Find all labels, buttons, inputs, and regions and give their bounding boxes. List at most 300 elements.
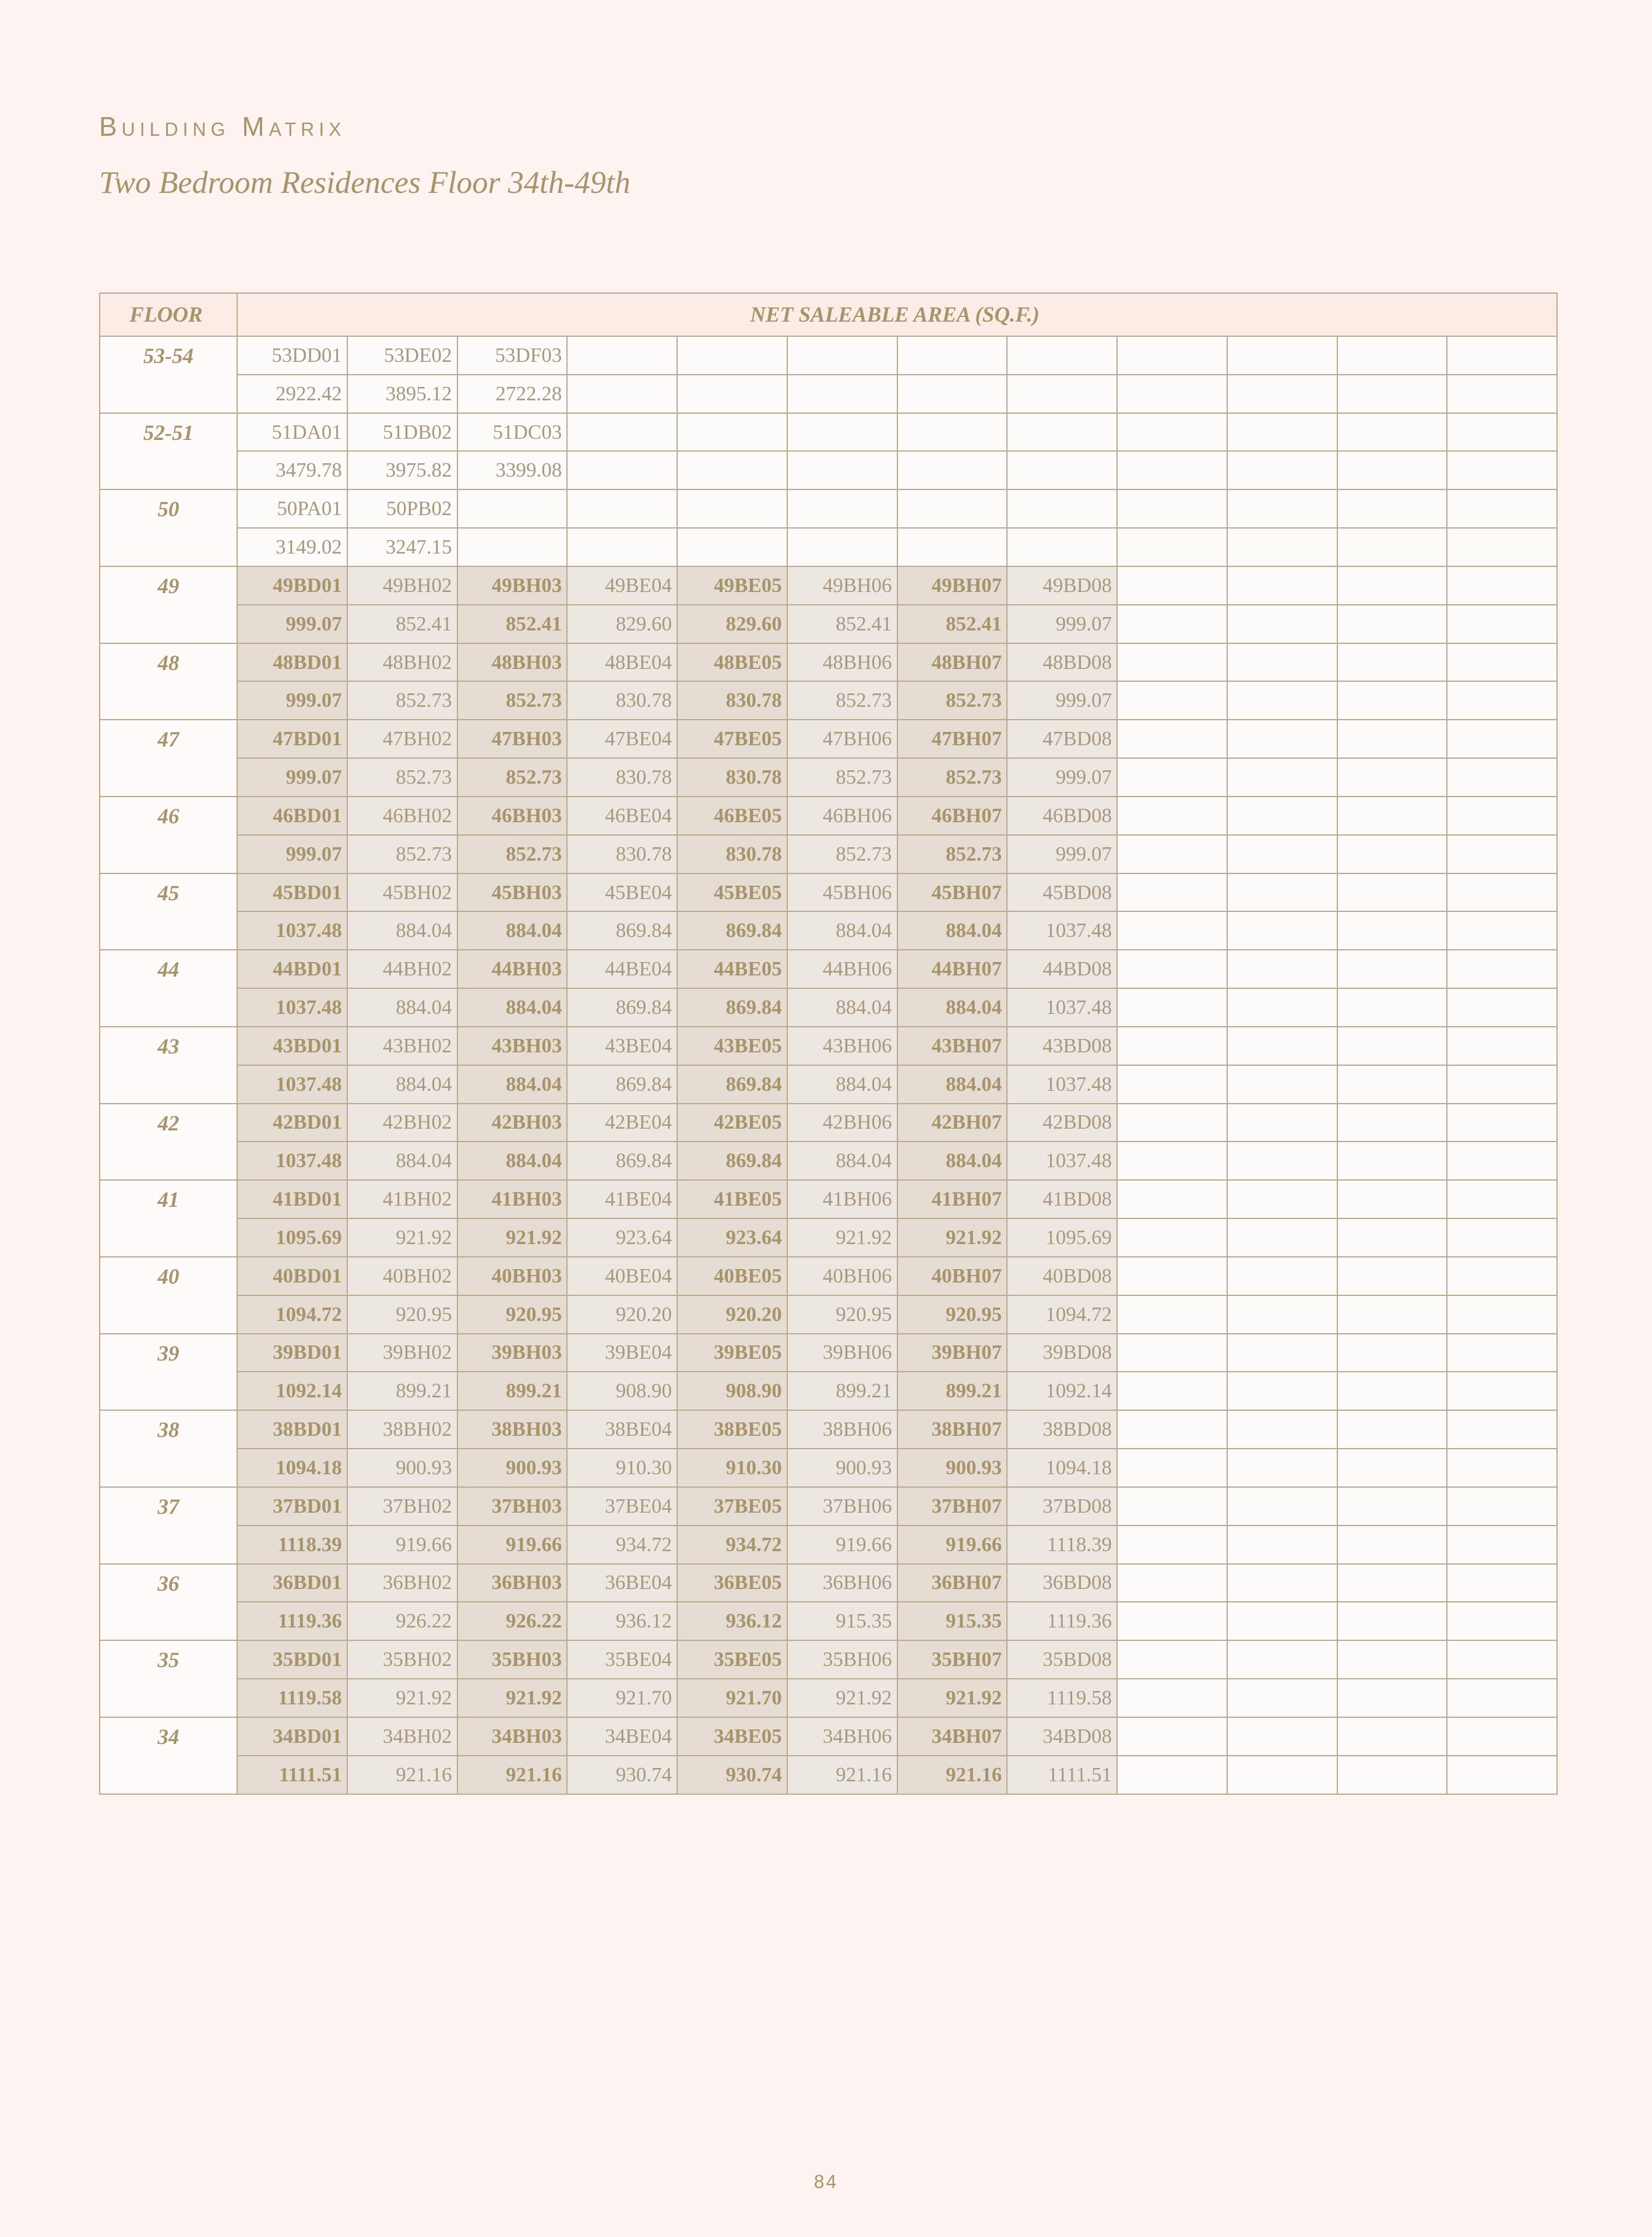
unit-code-cell: 43BH03 bbox=[457, 1027, 568, 1065]
area-cell: 852.73 bbox=[787, 681, 897, 720]
unit-code-row bbox=[100, 413, 1557, 452]
area-cell: 921.16 bbox=[787, 1756, 897, 1794]
area-cell: 884.04 bbox=[897, 1065, 1008, 1104]
unit-code-cell: 48BH02 bbox=[347, 643, 457, 682]
area-row bbox=[100, 1142, 1557, 1180]
unit-code-cell: 41BH03 bbox=[457, 1180, 568, 1218]
area-cell: 1037.48 bbox=[237, 988, 347, 1027]
empty-cell bbox=[1227, 1717, 1337, 1756]
empty-cell bbox=[1117, 451, 1227, 489]
area-row bbox=[100, 681, 1557, 720]
area-row bbox=[100, 835, 1557, 873]
unit-code-cell: 41BH06 bbox=[787, 1180, 897, 1218]
empty-cell bbox=[1117, 566, 1227, 605]
empty-cell bbox=[1337, 1564, 1447, 1602]
unit-code-cell: 37BH03 bbox=[457, 1487, 568, 1526]
unit-code-row bbox=[100, 1410, 1557, 1449]
area-cell: 884.04 bbox=[897, 911, 1008, 950]
empty-cell bbox=[1447, 566, 1557, 605]
area-cell: 899.21 bbox=[347, 1372, 457, 1410]
unit-code-cell: 46BE05 bbox=[677, 797, 787, 835]
unit-code-cell: 46BD01 bbox=[237, 797, 347, 835]
area-cell: 1092.14 bbox=[1007, 1372, 1117, 1410]
area-cell: 908.90 bbox=[677, 1372, 787, 1410]
unit-code-row bbox=[100, 873, 1557, 912]
empty-cell bbox=[1447, 797, 1557, 835]
unit-code-cell: 46BE04 bbox=[567, 797, 677, 835]
unit-code-row bbox=[100, 1180, 1557, 1218]
unit-code-cell: 48BE05 bbox=[677, 643, 787, 682]
area-cell: 884.04 bbox=[347, 911, 457, 950]
empty-cell bbox=[897, 413, 1008, 452]
area-cell: 920.95 bbox=[897, 1295, 1008, 1334]
unit-code-cell: 49BH02 bbox=[347, 566, 457, 605]
floor-label: 42 bbox=[100, 1104, 237, 1181]
empty-cell bbox=[1117, 911, 1227, 950]
unit-code-cell: 35BD08 bbox=[1007, 1640, 1117, 1679]
unit-code-cell: 45BH03 bbox=[457, 873, 568, 912]
empty-cell bbox=[1337, 1027, 1447, 1065]
floor-label: 53-54 bbox=[100, 336, 237, 413]
empty-cell bbox=[897, 528, 1008, 566]
empty-cell bbox=[787, 375, 897, 413]
area-row bbox=[100, 988, 1557, 1027]
area-cell: 919.66 bbox=[457, 1526, 568, 1564]
empty-cell bbox=[1117, 1142, 1227, 1180]
unit-code-cell: 44BE05 bbox=[677, 950, 787, 988]
empty-cell bbox=[1117, 1180, 1227, 1218]
unit-code-cell: 38BE05 bbox=[677, 1410, 787, 1449]
unit-code-cell: 43BH07 bbox=[897, 1027, 1008, 1065]
unit-code-cell: 49BE05 bbox=[677, 566, 787, 605]
unit-code-cell: 38BH02 bbox=[347, 1410, 457, 1449]
unit-code-cell: 44BH03 bbox=[457, 950, 568, 988]
area-row bbox=[100, 605, 1557, 643]
area-cell: 830.78 bbox=[567, 681, 677, 720]
unit-code-cell: 38BD08 bbox=[1007, 1410, 1117, 1449]
empty-cell bbox=[1337, 911, 1447, 950]
unit-code-cell: 41BH02 bbox=[347, 1180, 457, 1218]
unit-code-cell: 34BE05 bbox=[677, 1717, 787, 1756]
area-cell: 869.84 bbox=[677, 1065, 787, 1104]
empty-cell bbox=[1117, 1295, 1227, 1334]
area-cell: 999.07 bbox=[237, 835, 347, 873]
area-cell: 1094.18 bbox=[1007, 1449, 1117, 1487]
empty-cell bbox=[1007, 451, 1117, 489]
empty-cell bbox=[1447, 1257, 1557, 1295]
unit-code-row bbox=[100, 1027, 1557, 1065]
empty-cell bbox=[1227, 1756, 1337, 1794]
area-cell: 1118.39 bbox=[1007, 1526, 1117, 1564]
empty-cell bbox=[1227, 1104, 1337, 1142]
unit-code-cell: 41BD08 bbox=[1007, 1180, 1117, 1218]
empty-cell bbox=[787, 451, 897, 489]
empty-cell bbox=[1117, 643, 1227, 682]
empty-cell bbox=[1447, 1180, 1557, 1218]
unit-code-row bbox=[100, 1717, 1557, 1756]
empty-cell bbox=[1337, 1218, 1447, 1257]
empty-cell bbox=[1117, 988, 1227, 1027]
area-cell: 999.07 bbox=[1007, 758, 1117, 797]
area-cell: 830.78 bbox=[567, 758, 677, 797]
empty-cell bbox=[1447, 988, 1557, 1027]
unit-code-cell: 44BH06 bbox=[787, 950, 897, 988]
area-cell: 921.92 bbox=[897, 1218, 1008, 1257]
empty-cell bbox=[1447, 835, 1557, 873]
area-cell: 921.70 bbox=[677, 1679, 787, 1717]
area-cell: 921.92 bbox=[787, 1679, 897, 1717]
area-cell: 920.95 bbox=[347, 1295, 457, 1334]
unit-code-cell: 47BH07 bbox=[897, 720, 1008, 758]
unit-code-cell: 48BH03 bbox=[457, 643, 568, 682]
empty-cell bbox=[1337, 605, 1447, 643]
floor-label: 36 bbox=[100, 1564, 237, 1641]
empty-cell bbox=[1227, 1142, 1337, 1180]
empty-cell bbox=[1447, 1449, 1557, 1487]
empty-cell bbox=[1337, 681, 1447, 720]
empty-cell bbox=[1337, 797, 1447, 835]
area-row bbox=[100, 1526, 1557, 1564]
unit-code-cell: 53DF03 bbox=[457, 336, 568, 375]
empty-cell bbox=[1447, 1142, 1557, 1180]
area-cell: 852.73 bbox=[897, 758, 1008, 797]
empty-cell bbox=[897, 489, 1008, 528]
empty-cell bbox=[1447, 413, 1557, 452]
empty-cell bbox=[1227, 1218, 1337, 1257]
area-cell: 926.22 bbox=[347, 1602, 457, 1640]
area-cell: 884.04 bbox=[347, 988, 457, 1027]
unit-code-cell: 45BH06 bbox=[787, 873, 897, 912]
unit-code-cell: 46BH02 bbox=[347, 797, 457, 835]
empty-cell bbox=[1007, 375, 1117, 413]
unit-code-cell: 46BD08 bbox=[1007, 797, 1117, 835]
area-cell: 869.84 bbox=[567, 1065, 677, 1104]
empty-cell bbox=[1447, 336, 1557, 375]
area-cell: 919.66 bbox=[787, 1526, 897, 1564]
unit-code-cell: 36BD01 bbox=[237, 1564, 347, 1602]
empty-cell bbox=[1007, 336, 1117, 375]
area-cell: 934.72 bbox=[567, 1526, 677, 1564]
area-cell: 852.41 bbox=[897, 605, 1008, 643]
empty-cell bbox=[1447, 1218, 1557, 1257]
area-cell: 900.93 bbox=[347, 1449, 457, 1487]
empty-cell bbox=[1227, 1487, 1337, 1526]
empty-cell bbox=[1227, 873, 1337, 912]
area-cell: 910.30 bbox=[567, 1449, 677, 1487]
area-cell: 869.84 bbox=[567, 911, 677, 950]
unit-code-cell: 37BE05 bbox=[677, 1487, 787, 1526]
empty-cell bbox=[1447, 1027, 1557, 1065]
area-cell: 829.60 bbox=[567, 605, 677, 643]
unit-code-cell: 36BE05 bbox=[677, 1564, 787, 1602]
unit-code-cell: 42BH03 bbox=[457, 1104, 568, 1142]
unit-code-cell: 37BH07 bbox=[897, 1487, 1008, 1526]
unit-code-cell: 39BD08 bbox=[1007, 1334, 1117, 1372]
floor-label: 41 bbox=[100, 1180, 237, 1257]
area-cell: 899.21 bbox=[457, 1372, 568, 1410]
empty-cell bbox=[1117, 681, 1227, 720]
unit-code-cell: 53DE02 bbox=[347, 336, 457, 375]
unit-code-cell: 38BH06 bbox=[787, 1410, 897, 1449]
unit-code-row bbox=[100, 1334, 1557, 1372]
area-row bbox=[100, 375, 1557, 413]
area-cell: 920.20 bbox=[567, 1295, 677, 1334]
area-cell: 884.04 bbox=[897, 1142, 1008, 1180]
empty-cell bbox=[1447, 451, 1557, 489]
empty-cell bbox=[457, 489, 568, 528]
area-cell: 999.07 bbox=[1007, 605, 1117, 643]
area-cell: 999.07 bbox=[1007, 835, 1117, 873]
area-cell: 1119.58 bbox=[237, 1679, 347, 1717]
empty-cell bbox=[1227, 413, 1337, 452]
area-cell: 1111.51 bbox=[1007, 1756, 1117, 1794]
unit-code-cell: 46BH06 bbox=[787, 797, 897, 835]
floor-label: 48 bbox=[100, 643, 237, 720]
area-row bbox=[100, 1756, 1557, 1794]
unit-code-cell: 51DC03 bbox=[457, 413, 568, 452]
unit-code-cell: 40BH07 bbox=[897, 1257, 1008, 1295]
empty-cell bbox=[787, 336, 897, 375]
unit-code-cell: 51DB02 bbox=[347, 413, 457, 452]
empty-cell bbox=[1337, 1104, 1447, 1142]
area-cell: 921.92 bbox=[787, 1218, 897, 1257]
unit-code-cell: 40BD08 bbox=[1007, 1257, 1117, 1295]
unit-code-cell: 45BH02 bbox=[347, 873, 457, 912]
empty-cell bbox=[1337, 528, 1447, 566]
empty-cell bbox=[1337, 336, 1447, 375]
area-cell: 852.73 bbox=[897, 835, 1008, 873]
empty-cell bbox=[1447, 1640, 1557, 1679]
empty-cell bbox=[1447, 489, 1557, 528]
empty-cell bbox=[1337, 1372, 1447, 1410]
empty-cell bbox=[1227, 950, 1337, 988]
empty-cell bbox=[1227, 1180, 1337, 1218]
area-cell: 869.84 bbox=[567, 988, 677, 1027]
empty-cell bbox=[787, 489, 897, 528]
empty-cell bbox=[1337, 758, 1447, 797]
empty-cell bbox=[1227, 336, 1337, 375]
unit-code-cell: 41BE04 bbox=[567, 1180, 677, 1218]
empty-cell bbox=[1447, 1564, 1557, 1602]
area-cell: 921.16 bbox=[457, 1756, 568, 1794]
area-cell: 3895.12 bbox=[347, 375, 457, 413]
empty-cell bbox=[1227, 375, 1337, 413]
empty-cell bbox=[1227, 528, 1337, 566]
unit-code-cell: 37BH02 bbox=[347, 1487, 457, 1526]
area-cell: 999.07 bbox=[237, 758, 347, 797]
area-cell: 884.04 bbox=[457, 1065, 568, 1104]
empty-cell bbox=[1447, 873, 1557, 912]
unit-code-cell: 44BD08 bbox=[1007, 950, 1117, 988]
empty-cell bbox=[1117, 1065, 1227, 1104]
floor-label: 47 bbox=[100, 720, 237, 797]
area-cell: 936.12 bbox=[677, 1602, 787, 1640]
unit-code-cell: 34BH02 bbox=[347, 1717, 457, 1756]
area-cell: 908.90 bbox=[567, 1372, 677, 1410]
unit-code-cell: 39BH03 bbox=[457, 1334, 568, 1372]
empty-cell bbox=[1447, 528, 1557, 566]
unit-code-cell: 49BH03 bbox=[457, 566, 568, 605]
empty-cell bbox=[1227, 1257, 1337, 1295]
area-cell: 915.35 bbox=[897, 1602, 1008, 1640]
area-cell: 921.92 bbox=[347, 1679, 457, 1717]
empty-cell bbox=[677, 413, 787, 452]
area-cell: 852.73 bbox=[787, 758, 897, 797]
unit-code-cell: 34BH03 bbox=[457, 1717, 568, 1756]
area-cell: 1094.72 bbox=[1007, 1295, 1117, 1334]
unit-code-cell: 42BH07 bbox=[897, 1104, 1008, 1142]
unit-code-cell: 47BH02 bbox=[347, 720, 457, 758]
unit-code-cell: 53DD01 bbox=[237, 336, 347, 375]
area-cell: 999.07 bbox=[237, 605, 347, 643]
empty-cell bbox=[1337, 1717, 1447, 1756]
unit-code-cell: 49BD01 bbox=[237, 566, 347, 605]
empty-cell bbox=[1227, 988, 1337, 1027]
area-cell: 884.04 bbox=[787, 911, 897, 950]
empty-cell bbox=[1337, 1602, 1447, 1640]
area-cell: 3399.08 bbox=[457, 451, 568, 489]
area-cell: 1119.58 bbox=[1007, 1679, 1117, 1717]
table-body bbox=[100, 336, 1557, 1794]
unit-code-cell: 39BH02 bbox=[347, 1334, 457, 1372]
unit-code-row bbox=[100, 336, 1557, 375]
area-cell: 900.93 bbox=[897, 1449, 1008, 1487]
empty-cell bbox=[1337, 1410, 1447, 1449]
area-cell: 930.74 bbox=[567, 1756, 677, 1794]
area-cell: 919.66 bbox=[347, 1526, 457, 1564]
area-cell: 852.41 bbox=[787, 605, 897, 643]
area-cell: 884.04 bbox=[787, 1142, 897, 1180]
empty-cell bbox=[677, 375, 787, 413]
area-cell: 999.07 bbox=[237, 681, 347, 720]
area-cell: 900.93 bbox=[457, 1449, 568, 1487]
empty-cell bbox=[567, 451, 677, 489]
empty-cell bbox=[1227, 1065, 1337, 1104]
area-cell: 921.70 bbox=[567, 1679, 677, 1717]
area-cell: 1118.39 bbox=[237, 1526, 347, 1564]
unit-code-cell: 48BE04 bbox=[567, 643, 677, 682]
unit-code-cell: 44BH07 bbox=[897, 950, 1008, 988]
unit-code-cell: 47BH03 bbox=[457, 720, 568, 758]
unit-code-cell: 37BD01 bbox=[237, 1487, 347, 1526]
unit-code-cell: 49BD08 bbox=[1007, 566, 1117, 605]
empty-cell bbox=[567, 375, 677, 413]
floor-label: 43 bbox=[100, 1027, 237, 1104]
unit-code-cell: 36BH02 bbox=[347, 1564, 457, 1602]
empty-cell bbox=[677, 489, 787, 528]
area-cell: 884.04 bbox=[457, 1142, 568, 1180]
unit-code-cell: 48BH06 bbox=[787, 643, 897, 682]
empty-cell bbox=[567, 489, 677, 528]
floor-label: 49 bbox=[100, 566, 237, 643]
unit-code-cell: 42BE04 bbox=[567, 1104, 677, 1142]
unit-code-cell: 50PA01 bbox=[237, 489, 347, 528]
unit-code-row bbox=[100, 1564, 1557, 1602]
unit-code-cell: 39BE05 bbox=[677, 1334, 787, 1372]
empty-cell bbox=[1227, 835, 1337, 873]
area-row bbox=[100, 1295, 1557, 1334]
empty-cell bbox=[567, 336, 677, 375]
area-cell: 930.74 bbox=[677, 1756, 787, 1794]
empty-cell bbox=[1227, 605, 1337, 643]
empty-cell bbox=[1227, 720, 1337, 758]
empty-cell bbox=[1117, 528, 1227, 566]
page-number: 84 bbox=[813, 2171, 839, 2192]
area-cell: 936.12 bbox=[567, 1602, 677, 1640]
empty-cell bbox=[567, 528, 677, 566]
empty-cell bbox=[1007, 413, 1117, 452]
unit-code-cell: 41BD01 bbox=[237, 1180, 347, 1218]
unit-code-cell: 40BH02 bbox=[347, 1257, 457, 1295]
unit-code-cell: 47BE05 bbox=[677, 720, 787, 758]
empty-cell bbox=[1117, 835, 1227, 873]
area-cell: 3479.78 bbox=[237, 451, 347, 489]
empty-cell bbox=[1007, 528, 1117, 566]
empty-cell bbox=[1227, 1295, 1337, 1334]
empty-cell bbox=[897, 451, 1008, 489]
unit-code-cell: 45BD08 bbox=[1007, 873, 1117, 912]
unit-code-cell: 38BD01 bbox=[237, 1410, 347, 1449]
area-cell: 852.41 bbox=[347, 605, 457, 643]
floor-label: 45 bbox=[100, 873, 237, 950]
unit-code-cell: 45BD01 bbox=[237, 873, 347, 912]
area-cell: 869.84 bbox=[567, 1142, 677, 1180]
unit-code-cell: 40BD01 bbox=[237, 1257, 347, 1295]
section-subheading: Two Bedroom Residences Floor 34th-49th bbox=[99, 165, 630, 200]
unit-code-cell: 35BH06 bbox=[787, 1640, 897, 1679]
unit-code-cell: 34BH07 bbox=[897, 1717, 1008, 1756]
empty-cell bbox=[1117, 950, 1227, 988]
empty-cell bbox=[1447, 1104, 1557, 1142]
empty-cell bbox=[1337, 1257, 1447, 1295]
unit-code-row bbox=[100, 797, 1557, 835]
empty-cell bbox=[1227, 1640, 1337, 1679]
unit-code-row bbox=[100, 720, 1557, 758]
area-cell: 999.07 bbox=[1007, 681, 1117, 720]
area-cell: 920.20 bbox=[677, 1295, 787, 1334]
unit-code-cell: 46BH03 bbox=[457, 797, 568, 835]
empty-cell bbox=[677, 528, 787, 566]
empty-cell bbox=[1337, 643, 1447, 682]
unit-code-cell: 41BE05 bbox=[677, 1180, 787, 1218]
area-cell: 884.04 bbox=[897, 988, 1008, 1027]
area-cell: 884.04 bbox=[787, 1065, 897, 1104]
empty-cell bbox=[1447, 720, 1557, 758]
empty-cell bbox=[897, 336, 1008, 375]
empty-cell bbox=[1337, 988, 1447, 1027]
empty-cell bbox=[1227, 1334, 1337, 1372]
unit-code-cell: 47BD08 bbox=[1007, 720, 1117, 758]
section-heading: Building Matrix bbox=[99, 111, 346, 142]
empty-cell bbox=[1337, 1679, 1447, 1717]
area-cell: 921.16 bbox=[347, 1756, 457, 1794]
area-cell: 910.30 bbox=[677, 1449, 787, 1487]
empty-cell bbox=[1447, 1487, 1557, 1526]
area-cell: 1037.48 bbox=[237, 1142, 347, 1180]
floor-label: 50 bbox=[100, 489, 237, 566]
unit-code-cell: 35BD01 bbox=[237, 1640, 347, 1679]
area-cell: 852.73 bbox=[787, 835, 897, 873]
empty-cell bbox=[1337, 451, 1447, 489]
empty-cell bbox=[1337, 1065, 1447, 1104]
area-cell: 1119.36 bbox=[237, 1602, 347, 1640]
unit-code-cell: 43BE04 bbox=[567, 1027, 677, 1065]
area-cell: 852.41 bbox=[457, 605, 568, 643]
empty-cell bbox=[1337, 720, 1447, 758]
area-cell: 884.04 bbox=[457, 911, 568, 950]
empty-cell bbox=[1117, 489, 1227, 528]
area-cell: 2922.42 bbox=[237, 375, 347, 413]
